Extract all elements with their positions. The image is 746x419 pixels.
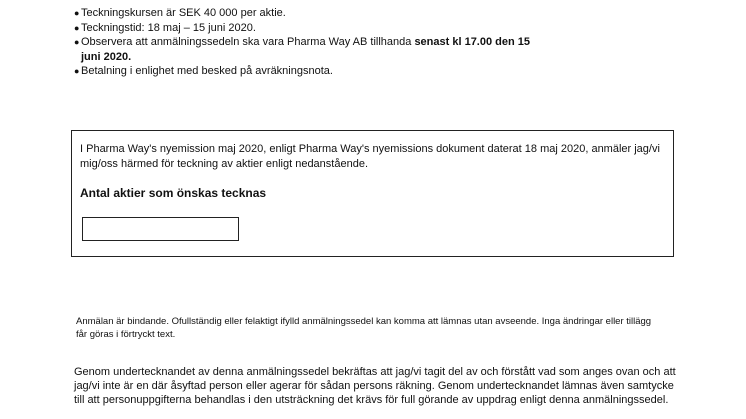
binding-notice: Anmälan är bindande. Ofullständig eller felaktigt ifylld anmälningssedel kan komma att lämnas utan avseende. Inga ändringar eller tillägg får göras i förtryckt text. xyxy=(76,316,652,340)
shares-heading: Antal aktier som önskas tecknas xyxy=(80,186,267,200)
consent-paragraph: Genom undertecknandet av denna anmälningssedel bekräftas att jag/vi tagit del av och förstått vad som anges ovan och att jag/vi inte är en där åsyftad person eller agerar för sådan persons räkning. Genom undertecknandet lämnas även samtycke till att personuppgifterna behandlas i den utsträckning det krävs för full görande av uppdrag enligt denna anmälningssedel. xyxy=(74,366,676,406)
bullet-deadline xyxy=(74,35,694,50)
subscription-statement: I Pharma Way's nyemission maj 2020, enligt Pharma Way's nyemissions dokument daterat 18 maj 2020, anmäler jag/vi mig/oss härmed för teckning av aktier enligt nedanstående. xyxy=(80,143,660,170)
deadline-bold-continuation: juni 2020. xyxy=(81,50,132,63)
subscription-box xyxy=(71,130,674,257)
bullet-dot-icon: ● xyxy=(74,22,80,33)
terms-bullet-list xyxy=(74,6,694,79)
subscription-period-text: Teckningstid: 18 maj – 15 juni 2020. xyxy=(81,21,256,34)
bullet-dot-icon: ● xyxy=(74,66,80,76)
bullet-dot-icon: ● xyxy=(74,37,80,47)
payment-text: Betalning i enlighet med besked på avräkningsnota. xyxy=(81,65,333,77)
bullet-subscription-period xyxy=(74,21,694,36)
deadline-bold-text: senast kl 17.00 den 15 xyxy=(414,36,531,48)
bullet-payment xyxy=(74,64,694,79)
shares-quantity-input[interactable] xyxy=(82,217,239,241)
bullet-subscription-price xyxy=(74,6,694,21)
subscription-price-text: Teckningskursen är SEK 40 000 per aktie. xyxy=(81,7,286,19)
deadline-text: Observera att anmälningssedeln ska vara Pharma Way AB tillhanda xyxy=(81,36,415,48)
bullet-dot-icon: ● xyxy=(74,8,80,18)
